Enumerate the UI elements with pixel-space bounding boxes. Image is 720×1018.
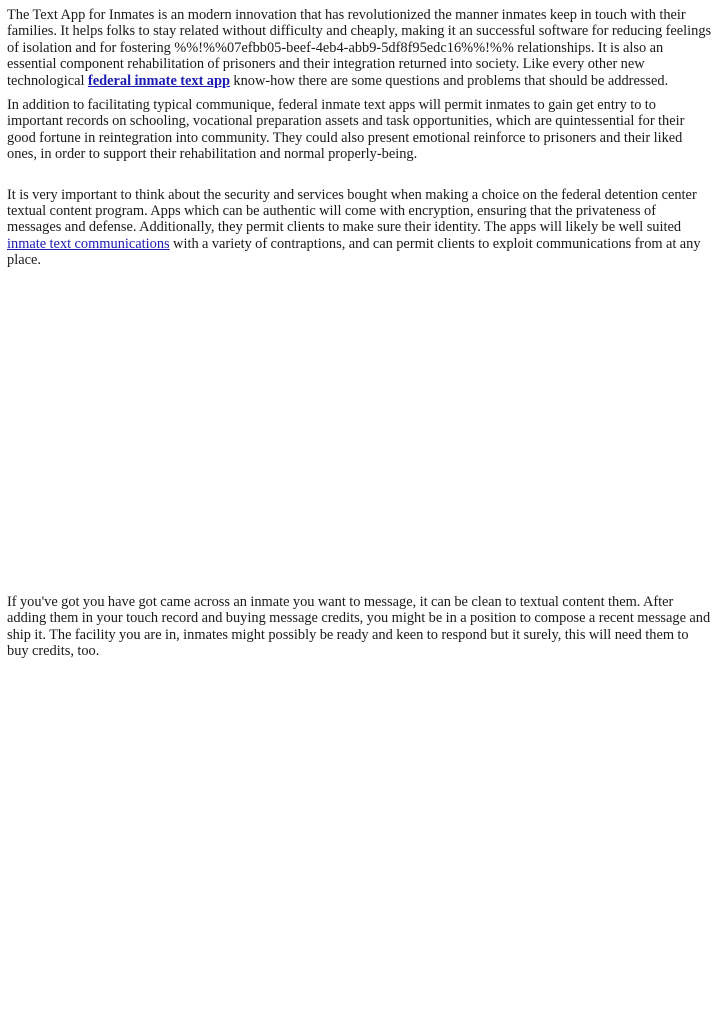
paragraph-intro	[7, 7, 713, 89]
article-body	[7, 7, 713, 269]
paragraph-intro-text-before: The Text App for Inmates is an modern innovation that has revolutionized the manner inmates keep in touch with their families. It helps folks to stay related without difficulty and cheaply, making it an successful software for reducing feelings of isolation and for fostering %%!%%07efbb05-beef-4eb4-abb9-5df8f95edc16%%!%% relationships. It is also an essential component rehabilitation of prisoners and their integration returned into society. Like every other new technological	[7, 7, 712, 89]
paragraph-security	[7, 187, 713, 269]
paragraph-security-text-after: with a variety of contraptions, and can permit clients to exploit communications from at any place.	[7, 235, 701, 269]
federal-inmate-text-app-link[interactable]: federal inmate text app	[87, 72, 230, 89]
inmate-text-communications-link[interactable]: inmate text communications	[7, 235, 170, 252]
paragraph-security-text-before: It is very important to think about the security and services bought when making a choice on the federal detention center textual content program. Apps which can be authentic will come with encryption, ensuring that the privateness of messages and defense. Additionally, they permit clients to make sure their identity. The apps will likely be well suited	[7, 186, 697, 236]
paragraph-messaging: If you've got you have got came across an inmate you want to message, it can be clean to textual content them. After adding them in your touch record and buying message credits, you might be in a position to compose a recent message and ship it. The facility you are in, inmates might possibly be ready and keen to respond but it surely, this will need them to buy credits, too.	[7, 594, 711, 660]
paragraph-intro-text-after: know-how there are some questions and problems that should be addressed.	[230, 72, 669, 89]
paragraph-benefits: In addition to facilitating typical communique, federal inmate text apps will permit inmates to gain get entry to to important records on schooling, vocational preparation assets and task opportunities, which are quintessential for their good fortune in reintegration into community. They could also present emotional reinforce to prisoners and their liked ones, in order to support their rehabilitation and normal properly-being.	[7, 97, 685, 163]
